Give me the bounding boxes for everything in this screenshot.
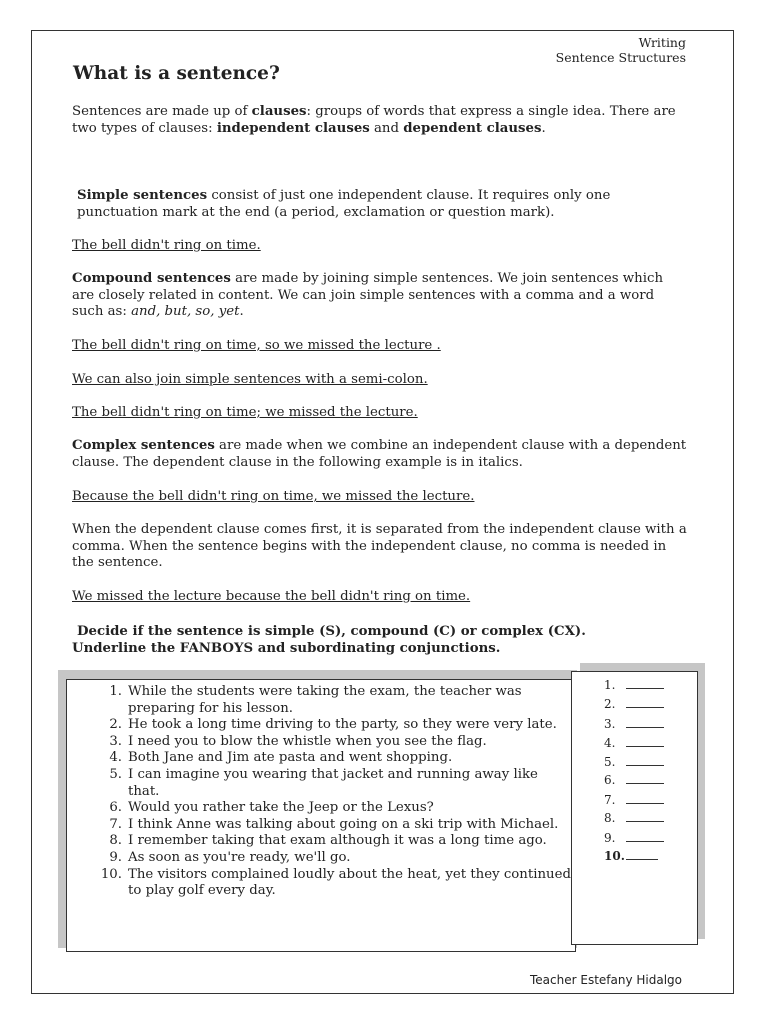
compound-example-1: The bell didn't ring on time, so we missed the lecture .	[72, 338, 441, 353]
answer-blank-4[interactable]: 4.	[604, 736, 664, 750]
answer-blank-9[interactable]: 9.	[604, 831, 664, 845]
semicolon-note: We can also join simple sentences with a semi-colon.	[72, 372, 428, 387]
question-item: 1. While the students were taking the exam, the teacher was preparing for his lesson.	[109, 684, 522, 716]
page-title: What is a sentence?	[73, 63, 280, 84]
complex-explanation: When the dependent clause comes first, it is separated from the independent clause with a comma. When the sentence begins with the independent clause, no comma is needed in the sentence.	[72, 522, 687, 571]
simple-sentences-paragraph: Simple sentences consist of just one independent clause. It requires only one punctuation mark at the end (a period, exclamation or question mark).	[77, 188, 611, 220]
answer-blank-10[interactable]: 10.	[604, 849, 658, 863]
task-instruction-1: Decide if the sentence is simple (S), compound (C) or complex (CX).	[77, 624, 586, 639]
answer-blank-2[interactable]: 2.	[604, 697, 664, 711]
answer-blank-1[interactable]: 1.	[604, 678, 664, 692]
complex-example-1: Because the bell didn't ring on time, we missed the lecture.	[72, 489, 475, 504]
complex-sentences-paragraph: Complex sentences are made when we combine an independent clause with a dependent clause. The dependent clause in the following example is in italics.	[72, 438, 687, 470]
question-item: 9. As soon as you're ready, we'll go.	[109, 849, 351, 865]
answer-blank-8[interactable]: 8.	[604, 811, 664, 825]
header-subject: Writing	[638, 35, 686, 50]
question-item: 8. I remember taking that exam although it was a long time ago.	[109, 833, 547, 849]
simple-example: The bell didn't ring on time.	[72, 238, 261, 253]
question-item: 7. I think Anne was talking about going on a ski trip with Michael.	[109, 816, 559, 832]
compound-example-2: The bell didn't ring on time; we missed the lecture.	[72, 405, 418, 420]
answer-blank-7[interactable]: 7.	[604, 793, 664, 807]
teacher-credit: Teacher Estefany Hidalgo	[530, 973, 683, 987]
question-item: 3. I need you to blow the whistle when you see the flag.	[109, 733, 487, 749]
answers-box	[571, 671, 698, 945]
question-item: 10. The visitors complained loudly about the heat, yet they continued to play golf every day.	[100, 866, 571, 899]
answer-blank-6[interactable]: 6.	[604, 773, 664, 787]
header-topic: Sentence Structures	[555, 50, 686, 65]
question-list	[96, 684, 571, 900]
intro-paragraph: Sentences are made up of clauses: groups of words that express a single idea. There are two types of clauses: independent clauses and dependent clauses.	[72, 104, 676, 136]
compound-sentences-paragraph: Compound sentences are made by joining simple sentences. We join sentences which are closely related in content. We can join simple sentences with a comma and a word such as: and, but, so, yet.	[72, 271, 664, 320]
complex-example-2: We missed the lecture because the bell didn't ring on time.	[72, 589, 471, 604]
question-item: 5. I can imagine you wearing that jacket and running away like that.	[109, 766, 538, 799]
question-item: 6. Would you rather take the Jeep or the Lexus?	[109, 800, 434, 816]
question-item: 2. He took a long time driving to the party, so they were very late.	[109, 717, 557, 733]
question-item: 4. Both Jane and Jim ate pasta and went shopping.	[109, 750, 453, 766]
answer-blank-5[interactable]: 5.	[604, 755, 664, 769]
task-instruction-2: Underline the FANBOYS and subordinating conjunctions.	[72, 641, 501, 656]
answer-blank-3[interactable]: 3.	[604, 717, 664, 731]
